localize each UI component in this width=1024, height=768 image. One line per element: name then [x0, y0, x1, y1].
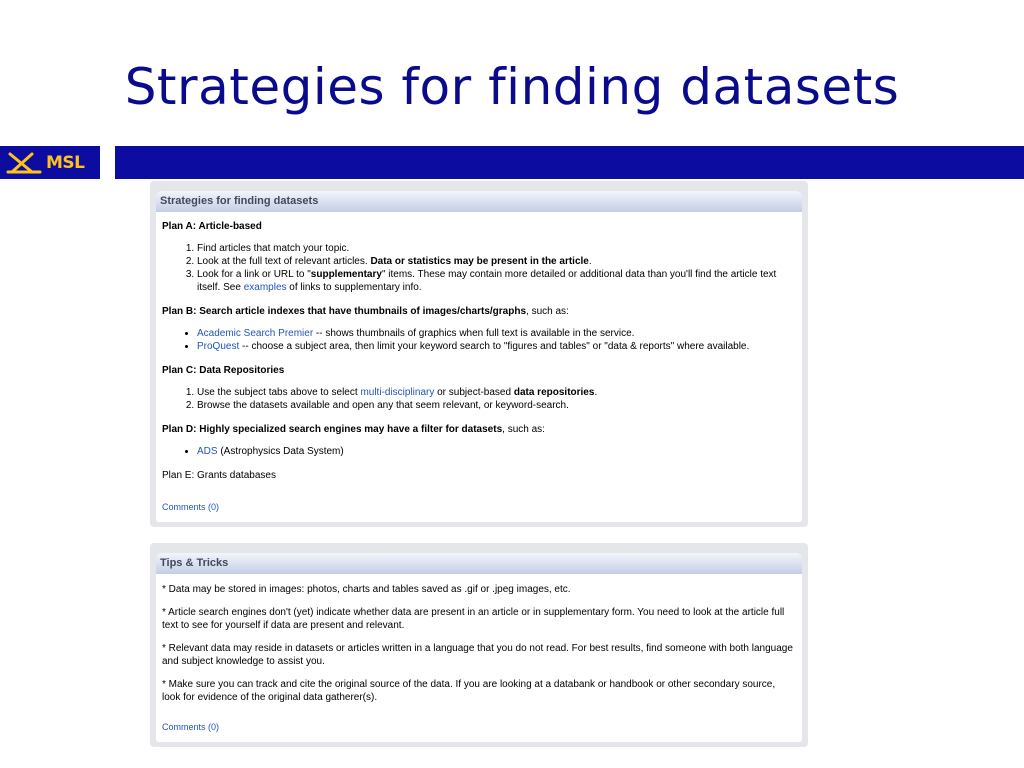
plan-c-heading: Plan C: Data Repositories [162, 365, 285, 376]
strategies-comments-link[interactable]: Comments (0) [162, 502, 220, 512]
plan-a-step-2-bold: Data or statistics may be present in the article [370, 256, 589, 267]
ads-link[interactable]: ADS [197, 446, 218, 457]
tips-box-header: Tips & Tricks [156, 553, 802, 574]
tips-box [150, 543, 808, 747]
plan-a-step-2-end: . [588, 256, 592, 267]
plan-a-step-2 [197, 255, 794, 268]
tip-item: * Data may be stored in images: photos, charts and tables saved as .gif or .jpeg images, etc. [162, 584, 571, 595]
plan-b-suffix: , such as: [526, 306, 569, 317]
strategies-box [150, 181, 808, 527]
plan-a-list [162, 242, 794, 294]
tip-item: * Article search engines don't (yet) indicate whether data are present in an article or in supplementary form. You need to look at the article full text to see for yourself if data are present and relevant. [162, 607, 785, 631]
tips-comments-link[interactable]: Comments (0) [162, 722, 220, 732]
strategies-box-body [156, 212, 802, 522]
plan-c-list [162, 386, 794, 412]
plan-a-step-3-bold: supplementary [310, 269, 382, 280]
header-banner [115, 146, 1024, 179]
tip-item: * Make sure you can track and cite the original source of the data. If you are looking at a databank or handbook or other secondary source, look for evidence of the original data gatherer(s). [162, 679, 776, 703]
plan-c-step-2: 2. Browse the datasets available and open any that seem relevant, or keyword-search. [197, 399, 794, 412]
plan-e-heading: Plan E: Grants databases [162, 470, 276, 481]
plan-b-list [162, 327, 794, 353]
plan-c-step-1-text-2: or subject-based [434, 387, 514, 398]
multi-disciplinary-link[interactable]: multi-disciplinary [360, 387, 435, 398]
proquest-link[interactable]: ProQuest [197, 341, 240, 352]
plan-a-step-2-text: Look at the full text of relevant articles. [197, 256, 371, 267]
examples-link[interactable]: examples [243, 282, 287, 293]
tips-box-body [156, 574, 802, 742]
plan-d-item-1 [197, 445, 794, 458]
plan-a-step-3-text: Look for a link or URL to " [197, 269, 311, 280]
plan-c-step-1-end: . [594, 387, 598, 398]
plan-c-step-1-text: Use the subject tabs above to select [197, 387, 361, 398]
plan-c-step-1 [197, 386, 794, 399]
tip-item: * Relevant data may reside in datasets or articles written in a language that you do not read. For best results, find someone with both language and subject knowledge to assist you. [162, 643, 793, 667]
plan-a-step-3-end: of links to supplementary info. [286, 282, 422, 293]
plan-d-heading: Plan D: Highly specialized search engines may have a filter for datasets [162, 424, 503, 435]
plan-b-heading: Plan B: Search article indexes that have thumbnails of images/charts/graphs [162, 306, 527, 317]
plan-a-step-3 [197, 268, 794, 294]
plan-b-item-2 [197, 340, 794, 353]
slide-title: Strategies for finding datasets [124, 58, 900, 116]
plan-d-item-1-text: (Astrophysics Data System) [217, 446, 344, 457]
academic-search-premier-link[interactable]: Academic Search Premier [197, 328, 314, 339]
msl-logo [0, 146, 100, 179]
msl-crossed-tools-icon [6, 151, 42, 175]
plan-d-list [162, 445, 794, 458]
logo-text: MSL [46, 152, 85, 173]
plan-b-item-1-text: -- shows thumbnails of graphics when full text is available in the service. [313, 328, 635, 339]
strategies-box-header: Strategies for finding datasets [156, 191, 802, 212]
plan-b-item-2-text: -- choose a subject area, then limit your keyword search to "figures and tables" or "data & reports" where available. [239, 341, 750, 352]
plan-c-step-1-bold: data repositories [513, 387, 595, 398]
plan-a-step-1: 1. Find articles that match your topic. [197, 242, 794, 255]
plan-a-heading: Plan A: Article-based [162, 221, 262, 232]
plan-d-suffix: , such as: [502, 424, 545, 435]
plan-a-step-3-text-2: " items. These may contain more detailed or additional data than you'll find the article text itself. See [197, 269, 777, 293]
plan-b-item-1 [197, 327, 794, 340]
